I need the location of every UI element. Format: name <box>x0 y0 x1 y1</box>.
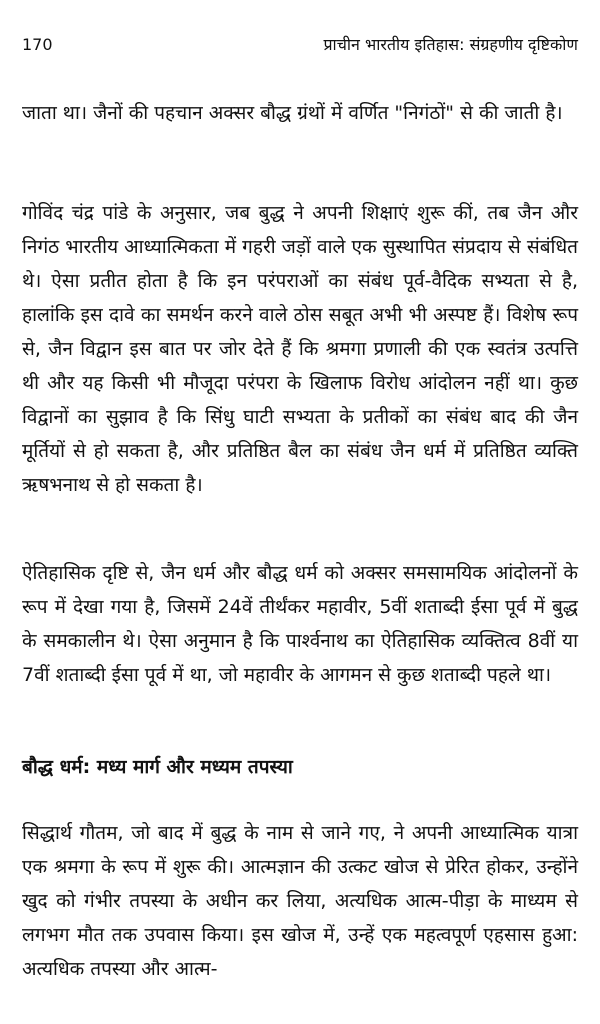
page-header <box>22 33 578 57</box>
section-heading: बौद्ध धर्म: मध्य मार्ग और मध्यम तपस्या <box>22 756 293 778</box>
paragraph-3: ऐतिहासिक दृष्टि से, जैन धर्म और बौद्ध धर्म को अक्सर समसामयिक आंदोलनों के रूप में देखा गया है, जिसमें 24वें तीर्थंकर महावीर, 5वीं शताब्दी ईसा पूर्व में बुद्ध के समकालीन थे। ऐसा अनुमान है कि पार्श्वनाथ का ऐतिहासिक व्यक्तित्व 8वीं या 7वीं शताब्दी ईसा पूर्व में था, जो महावीर के आगमन से कुछ शताब्दी पहले था। <box>22 562 578 686</box>
paragraph-2: गोविंद चंद्र पांडे के अनुसार, जब बुद्ध ने अपनी शिक्षाएं शुरू कीं, तब जैन और निगंठ भारतीय आध्यात्मिकता में गहरी जड़ों वाले एक सुस्थापित संप्रदाय से संबंधित थे। ऐसा प्रतीत होता है कि इन परंपराओं का संबंध पूर्व-वैदिक सभ्यता से है, हालांकि इस दावे का समर्थन करने वाले ठोस सबूत अभी भी अस्पष्ट हैं। विशेष रूप से, जैन विद्वान इस बात पर जोर देते हैं कि श्रमगा प्रणाली की एक स्वतंत्र उत्पत्ति थी और यह किसी भी मौजूदा परंपरा के खिलाफ विरोध आंदोलन नहीं था। कुछ विद्वानों का सुझाव है कि सिंधु घाटी सभ्यता के प्रतीकों का संबंध बाद की जैन मूर्तियों से हो सकता है, और प्रतिष्ठित बैल का संबंध जैन धर्म में प्रतिष्ठित व्यक्ति ऋषभनाथ से हो सकता है। <box>22 202 578 496</box>
paragraph-4: सिद्धार्थ गौतम, जो बाद में बुद्ध के नाम से जाने गए, ने अपनी आध्यात्मिक यात्रा एक श्रमगा के रूप में शुरू की। आत्मज्ञान की उत्कट खोज से प्रेरित होकर, उन्होंने खुद को गंभीर तपस्या के अधीन कर लिया, अत्यधिक आत्म-पीड़ा के माध्यम से लगभग मौत तक उपवास किया। इस खोज में, उन्हें एक महत्वपूर्ण एहसास हुआ: अत्यधिक तपस्या और आत्म- <box>22 822 578 980</box>
running-title: प्राचीन भारतीय इतिहास: संग्रहणीय दृष्टिकोण <box>323 35 578 54</box>
paragraph-1: जाता था। जैनों की पहचान अक्सर बौद्ध ग्रंथों में वर्णित "निगंठों" से की जाती है। <box>22 102 563 124</box>
page-number: 170 <box>22 35 53 54</box>
